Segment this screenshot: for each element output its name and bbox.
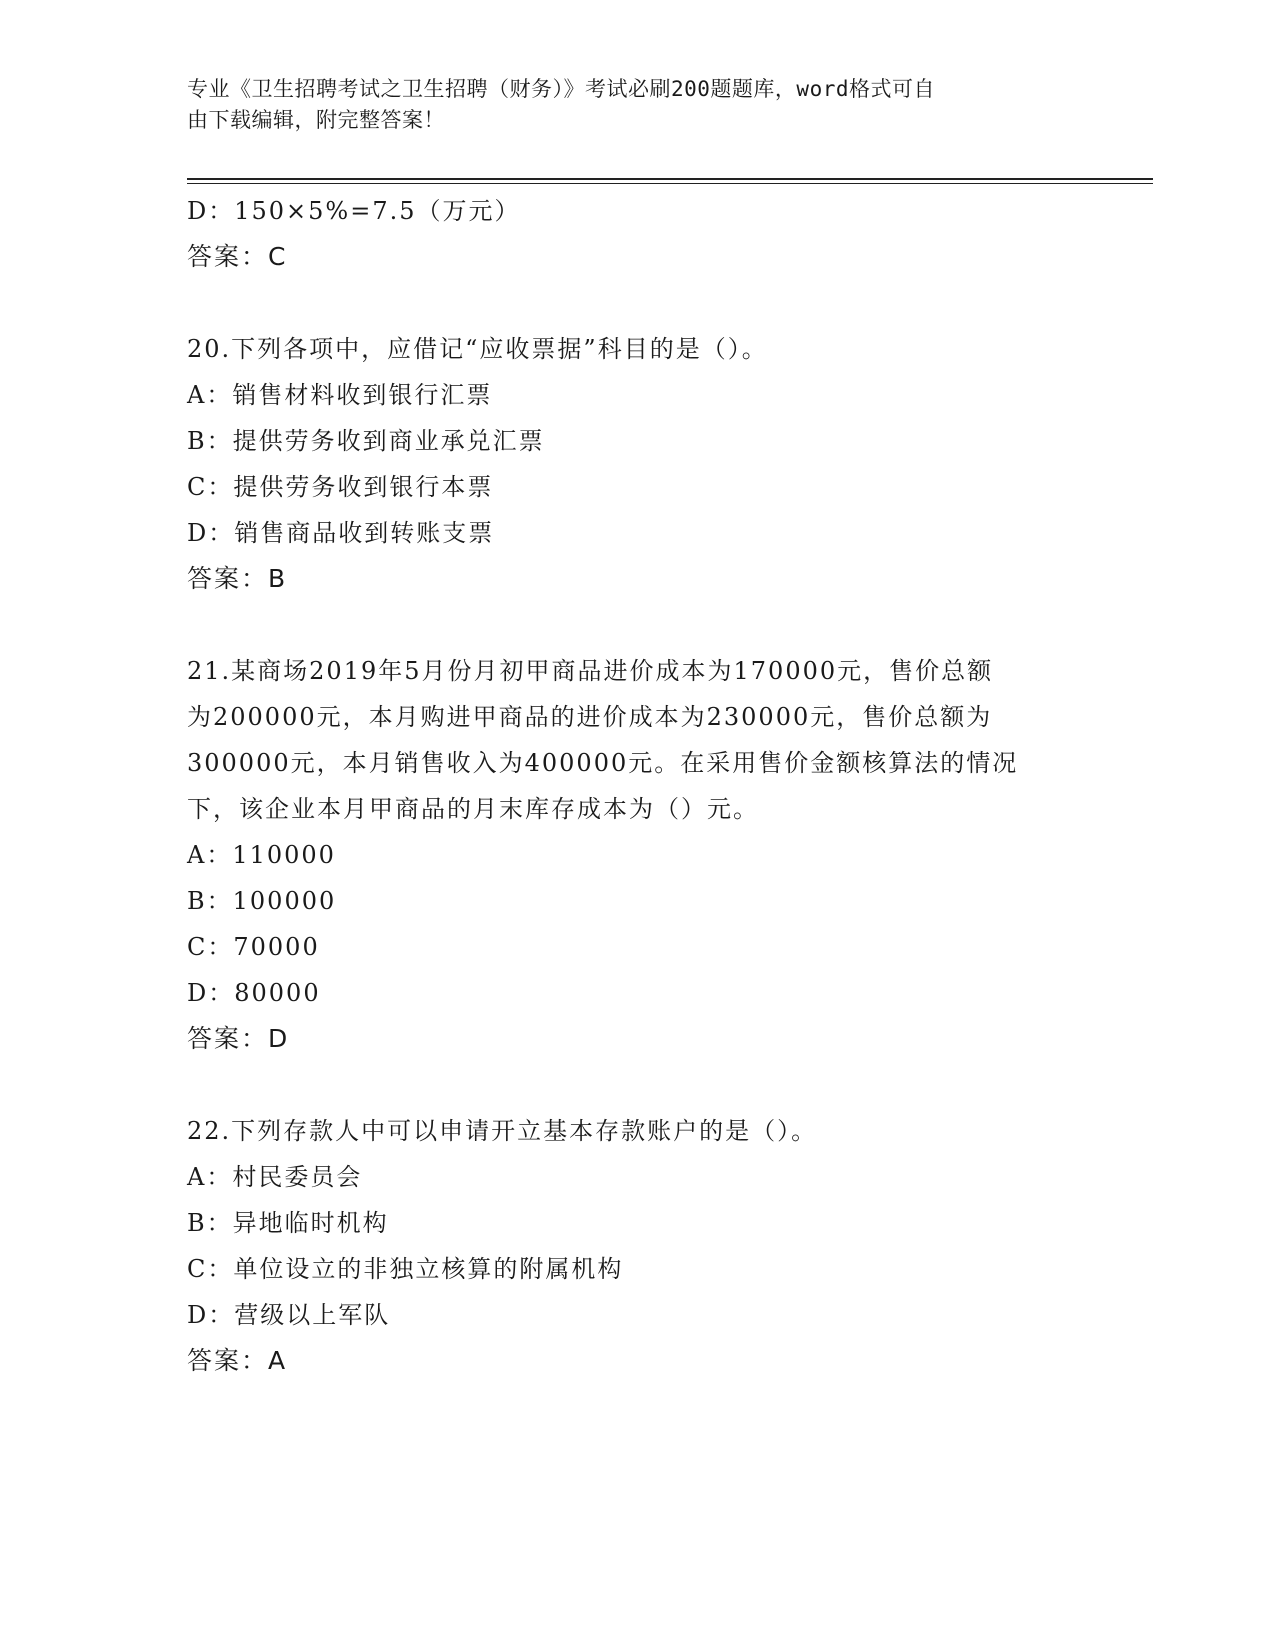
question-stem-line-3: 300000元，本月销售收入为400000元。在采用售价金额核算法的情况 bbox=[187, 749, 1019, 777]
question-stem-line-4: 下，该企业本月甲商品的月末库存成本为（）元。 bbox=[187, 795, 759, 823]
question-stem-line-2: 为200000元，本月购进甲商品的进价成本为230000元，售价总额为 bbox=[187, 703, 993, 731]
question-21 bbox=[187, 648, 1087, 1062]
option-b: B：100000 bbox=[187, 887, 337, 915]
header-divider-thin bbox=[187, 183, 1153, 184]
page-header bbox=[187, 74, 1067, 136]
header-divider bbox=[187, 178, 1153, 180]
question-stem: 22.下列存款人中可以申请开立基本存款账户的是（）。 bbox=[187, 1117, 818, 1145]
option-a: A：销售材料收到银行汇票 bbox=[187, 381, 493, 409]
question-stem: 20.下列各项中，应借记“应收票据”科目的是（）。 bbox=[187, 335, 768, 363]
header-line-1: 专业《卫生招聘考试之卫生招聘（财务）》考试必刷200题题库，word格式可自 bbox=[187, 77, 935, 101]
answer: 答案：D bbox=[187, 1024, 290, 1053]
answer: 答案：A bbox=[187, 1346, 288, 1375]
spacer bbox=[187, 602, 1087, 648]
option-c: C：单位设立的非独立核算的附属机构 bbox=[187, 1255, 624, 1283]
option-a: A：村民委员会 bbox=[187, 1163, 363, 1191]
option-b: B：异地临时机构 bbox=[187, 1209, 389, 1237]
spacer bbox=[187, 1062, 1087, 1108]
spacer bbox=[187, 280, 1087, 326]
option-d: D：80000 bbox=[187, 979, 321, 1007]
answer: 答案：B bbox=[187, 564, 288, 593]
option-b: B：提供劳务收到商业承兑汇票 bbox=[187, 427, 545, 455]
question-22 bbox=[187, 1108, 1087, 1384]
option-c: C：70000 bbox=[187, 933, 320, 961]
option-a: A：110000 bbox=[187, 841, 336, 869]
question-content bbox=[187, 188, 1087, 1384]
prev-option-d: D：150×5%=7.5（万元） bbox=[187, 197, 521, 225]
header-line-2: 由下载编辑，附完整答案！ bbox=[187, 108, 445, 132]
option-d: D：销售商品收到转账支票 bbox=[187, 519, 495, 547]
prev-answer: 答案：C bbox=[187, 242, 288, 271]
question-stem-line-1: 21.某商场2019年5月份月初甲商品进价成本为170000元，售价总额 bbox=[187, 657, 994, 685]
option-c: C：提供劳务收到银行本票 bbox=[187, 473, 494, 501]
question-20 bbox=[187, 326, 1087, 602]
option-d: D：营级以上军队 bbox=[187, 1301, 391, 1329]
